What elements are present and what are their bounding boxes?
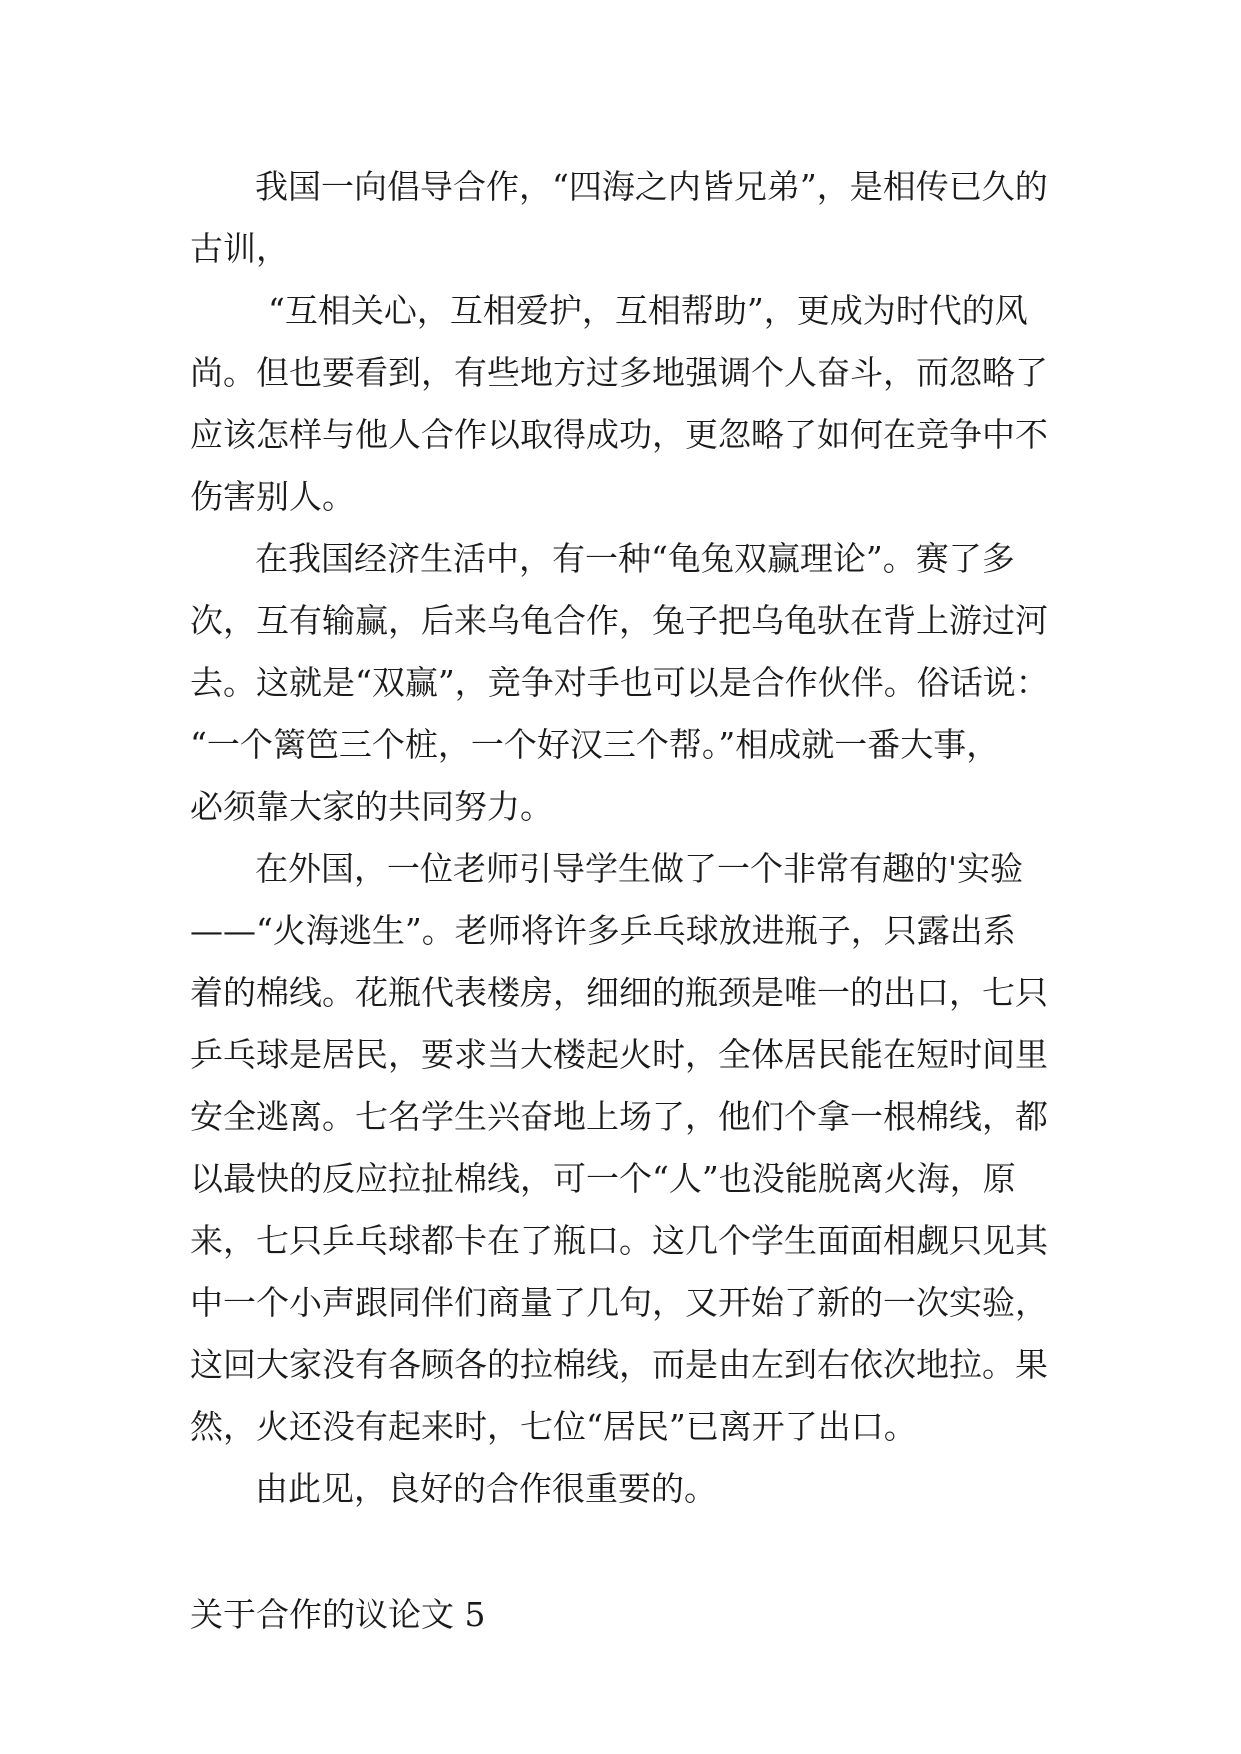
paragraph-line: 安全逃离。七名学生兴奋地上场了，他们个拿一根棉线，都 — [190, 1097, 1048, 1136]
paragraph-line: 在外国，一位老师引导学生做了一个非常有趣的'实验 — [255, 849, 1024, 888]
paragraph-line: 在我国经济生活中，有一种“龟兔双赢理论”。赛了多 — [255, 539, 1015, 578]
paragraph-line: 乒乓球是居民，要求当大楼起火时，全体居民能在短时间里 — [190, 1035, 1048, 1074]
paragraph-line: 着的棉线。花瓶代表楼房，细细的瓶颈是唯一的出口，七只 — [190, 973, 1048, 1012]
paragraph-line: 中一个小声跟同伴们商量了几句，又开始了新的一次实验， — [190, 1283, 1048, 1322]
paragraph-line: 必须靠大家的共同努力。 — [190, 787, 553, 826]
paragraph-line: 去。这就是“双赢”，竞争对手也可以是合作伙伴。俗话说： — [190, 663, 1049, 702]
paragraph-line: 然，火还没有起来时，七位“居民”已离开了出口。 — [190, 1407, 917, 1446]
paragraph-line: 尚。但也要看到，有些地方过多地强调个人奋斗，而忽略了 — [190, 353, 1048, 392]
paragraph-line: 次，互有输赢，后来乌龟合作，兔子把乌龟驮在背上游过河 — [190, 601, 1048, 640]
paragraph-line: “一个篱笆三个桩，一个好汉三个帮。”相成就一番大事， — [190, 725, 1000, 764]
paragraph-line: 应该怎样与他人合作以取得成功，更忽略了如何在竞争中不 — [190, 415, 1048, 454]
paragraph-line: 伤害别人。 — [190, 477, 355, 516]
paragraph-line: 来，七只乒乓球都卡在了瓶口。这几个学生面面相觑只见其 — [190, 1221, 1048, 1260]
paragraph-line: 这回大家没有各顾各的拉棉线，而是由左到右依次地拉。果 — [190, 1345, 1048, 1384]
paragraph-line: 以最快的反应拉扯棉线，可一个“人”也没能脱离火海，原 — [190, 1159, 1016, 1198]
paragraph-line: 由此见，良好的合作很重要的。 — [255, 1469, 717, 1508]
paragraph-line: 我国一向倡导合作，“四海之内皆兄弟”，是相传已久的 — [255, 167, 1048, 206]
paragraph-line: “互相关心，互相爱护，互相帮助”，更成为时代的风 — [268, 291, 1028, 330]
paragraph-line: 古训， — [190, 229, 289, 268]
paragraph-line: ——“火海逃生”。老师将许多乒乓球放进瓶子，只露出系 — [190, 911, 1016, 950]
section-title: 关于合作的议论文 5 — [190, 1595, 486, 1634]
